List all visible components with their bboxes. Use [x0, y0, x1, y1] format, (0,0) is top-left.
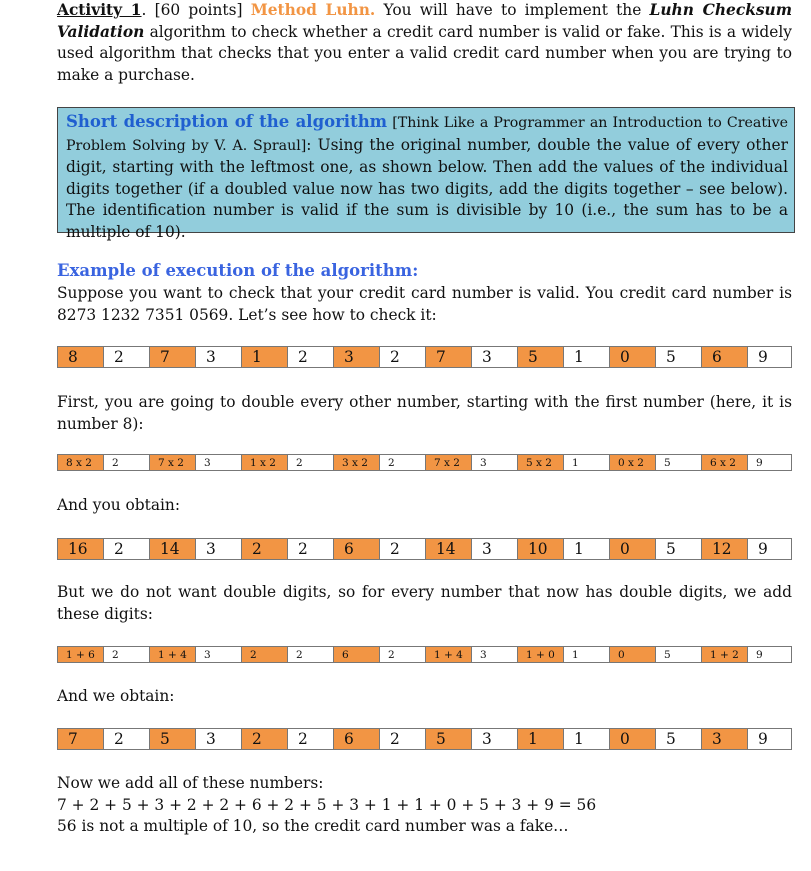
algorithm-description-box: [57, 107, 795, 241]
digit-cell: 1 + 4: [150, 647, 196, 662]
digit-cell: 7: [426, 347, 472, 367]
sum-intro: Now we add all of these numbers:: [57, 774, 324, 792]
digit-cell: 3: [196, 539, 242, 559]
digit-cell: 6: [702, 347, 748, 367]
digit-cell: 2: [242, 539, 288, 559]
digit-cell: 3 x 2: [334, 455, 380, 470]
digit-cell: 3: [472, 729, 518, 749]
digit-cell: 3: [196, 647, 242, 662]
digit-cell: 3: [334, 347, 380, 367]
digit-cell: 5 x 2: [518, 455, 564, 470]
digit-cell: 8: [58, 347, 104, 367]
digit-cell: 1 + 0: [518, 647, 564, 662]
digit-cell: 5: [150, 729, 196, 749]
digit-cell: 8 x 2: [58, 455, 104, 470]
digit-cell: 5: [656, 347, 702, 367]
digit-cell: 1 x 2: [242, 455, 288, 470]
digit-cell: 7 x 2: [150, 455, 196, 470]
intro-text-2: algorithm to check whether a credit card number is valid or fake. This is a widely used algorithm that checks that you enter a valid credit card number when you are trying to make a purchase.: [57, 22, 792, 84]
digit-cell: 0: [610, 729, 656, 749]
activity-points: . [60 points]: [141, 1, 251, 19]
digit-cell: 2: [380, 729, 426, 749]
digit-cell: 1: [564, 539, 610, 559]
activity-label: Activity 1: [57, 1, 142, 19]
digit-cell: 5: [656, 647, 702, 662]
digit-cell: 2: [288, 347, 334, 367]
digit-cell: 0: [610, 539, 656, 559]
digit-cell: 3: [472, 539, 518, 559]
digit-cell: 9: [748, 729, 791, 749]
description-citation: [Think Like a Programmer an Introduction to Creative Problem Solving by V. A. Spraul]: [66, 115, 788, 154]
digit-cell: 3: [472, 347, 518, 367]
example-intro: Suppose you want to check that your credit card number is valid. You credit card number is 8273 1232 7351 0569. Let’s see how to check it:: [57, 284, 792, 324]
digit-cell: 1: [564, 647, 610, 662]
digit-cell: 1: [242, 347, 288, 367]
digit-cell: 7: [150, 347, 196, 367]
digit-cell: 1: [564, 455, 610, 470]
digit-cell: 2: [242, 729, 288, 749]
digit-cell: 5: [656, 455, 702, 470]
digit-cell: 9: [748, 539, 791, 559]
digit-cell: 3: [472, 455, 518, 470]
digit-cell: 2: [380, 455, 426, 470]
digit-cell: 9: [748, 455, 791, 470]
digit-cell: 6: [334, 647, 380, 662]
digit-cell: 14: [426, 539, 472, 559]
digit-cell: 5: [656, 729, 702, 749]
digit-cell: 6 x 2: [702, 455, 748, 470]
digit-cell: 5: [656, 539, 702, 559]
description-body: : Using the original number, double the value of every other digit, starting with the leftmost one, as shown below. Then add the values of the individual digits together (if a doubled value now has two digits, add the digits together – see below). The identification number is valid if the sum is divisible by 10 (i.e., the sum has to be a multiple of 10).: [66, 135, 788, 241]
digit-cell: 1 + 6: [58, 647, 104, 662]
digit-cell: 2: [104, 647, 150, 662]
luhn-name: Luhn Checksum Validation: [57, 1, 793, 41]
digit-cell: 2: [288, 455, 334, 470]
digit-cell: 1: [564, 729, 610, 749]
digit-cell: 2: [380, 647, 426, 662]
digit-cell: 2: [242, 647, 288, 662]
digit-cell: 1 + 2: [702, 647, 748, 662]
step-final-text: And we obtain:: [57, 687, 175, 705]
digit-cell: 2: [380, 347, 426, 367]
method-name: Method Luhn.: [250, 1, 376, 19]
intro-text-1: You will have to implement the: [375, 1, 650, 19]
sum-expression: 7 + 2 + 5 + 3 + 2 + 2 + 6 + 2 + 5 + 3 + 1 + 1 + 0 + 5 + 3 + 9 = 56: [57, 796, 597, 814]
digits-row-final: [57, 728, 792, 750]
digit-cell: 9: [748, 647, 791, 662]
digit-cell: 3: [472, 647, 518, 662]
digit-cell: 2: [104, 347, 150, 367]
digits-row-digit-sums: [57, 646, 792, 663]
digit-cell: 2: [104, 539, 150, 559]
step-digit-sum-text: But we do not want double digits, so for every number that now has double digits, we add these digits:: [57, 583, 792, 623]
digit-cell: 2: [288, 647, 334, 662]
example-heading: Example of execution of the algorithm:: [57, 261, 419, 280]
digit-cell: 3: [196, 729, 242, 749]
step-obtain-text: And you obtain:: [57, 496, 181, 514]
digit-cell: 10: [518, 539, 564, 559]
digit-cell: 0 x 2: [610, 455, 656, 470]
digit-cell: 2: [288, 729, 334, 749]
digits-row-original: [57, 346, 792, 368]
digit-cell: 1: [564, 347, 610, 367]
digits-row-doubled: [57, 538, 792, 560]
digit-cell: 2: [380, 539, 426, 559]
digit-cell: 3: [702, 729, 748, 749]
digit-cell: 1 + 4: [426, 647, 472, 662]
description-title: Short description of the algorithm: [66, 112, 388, 131]
digit-cell: 2: [104, 455, 150, 470]
digit-cell: 16: [58, 539, 104, 559]
digit-cell: 0: [610, 347, 656, 367]
digit-cell: 1: [518, 729, 564, 749]
digit-cell: 14: [150, 539, 196, 559]
digit-cell: 3: [196, 347, 242, 367]
conclusion: 56 is not a multiple of 10, so the credit card number was a fake…: [57, 817, 569, 835]
digit-cell: 3: [196, 455, 242, 470]
step-double-text: First, you are going to double every other number, starting with the first number (here, it is number 8):: [57, 393, 792, 433]
digit-cell: 6: [334, 729, 380, 749]
digit-cell: 0: [610, 647, 656, 662]
digit-cell: 6: [334, 539, 380, 559]
digit-cell: 7: [58, 729, 104, 749]
activity-intro: [57, 0, 792, 86]
digit-cell: 2: [104, 729, 150, 749]
digit-cell: 12: [702, 539, 748, 559]
digits-row-doubling: [57, 454, 792, 471]
digit-cell: 5: [518, 347, 564, 367]
digit-cell: 5: [426, 729, 472, 749]
digit-cell: 7 x 2: [426, 455, 472, 470]
digit-cell: 9: [748, 347, 791, 367]
digit-cell: 2: [288, 539, 334, 559]
